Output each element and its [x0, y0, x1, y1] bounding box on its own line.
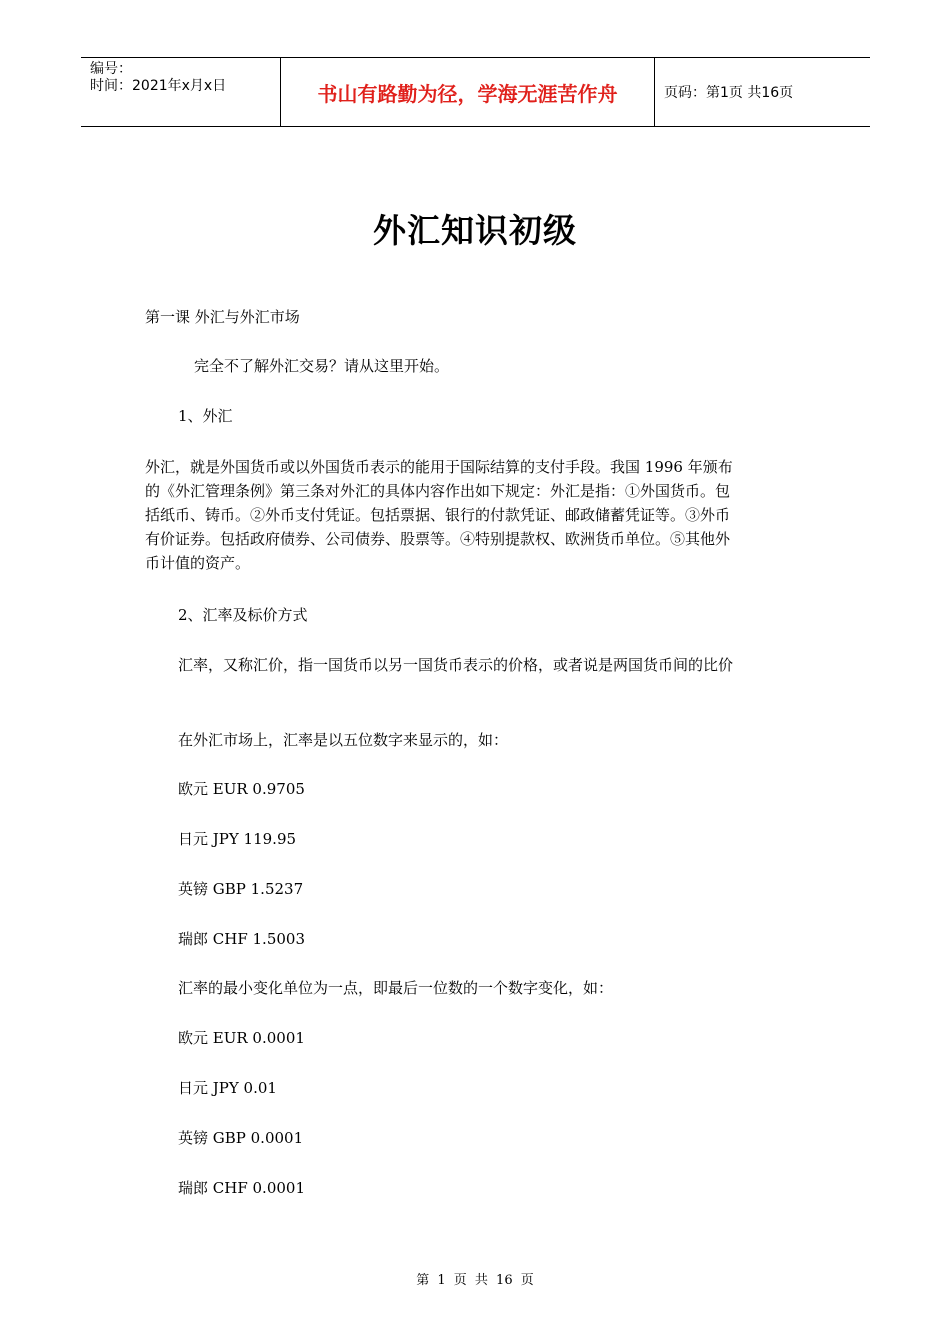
rate-definition: 汇率，又称汇价，指一国货币以另一国货币表示的价格，或者说是两国货币间的比价 [178, 656, 734, 674]
min-change-note: 汇率的最小变化单位为一点，即最后一位数的一个数字变化，如： [178, 979, 614, 997]
min-change-item: 英镑 GBP 0.0001 [178, 1129, 304, 1147]
intro-text: 完全不了解外汇交易？请从这里开始。 [194, 357, 450, 375]
header-left-cell [81, 58, 281, 126]
paragraph-line: 的《外汇管理条例》第三条对外汇的具体内容作出如下规定：外汇是指：①外国货币。包 [145, 482, 731, 500]
section2-heading: 2、汇率及标价方式 [178, 606, 308, 624]
rate-item: 日元 JPY 119.95 [178, 830, 297, 848]
min-change-item: 日元 JPY 0.01 [178, 1079, 277, 1097]
paragraph-line: 币计值的资产。 [145, 554, 251, 572]
number-label: 编号： [90, 61, 132, 77]
section1-heading: 1、外汇 [178, 407, 233, 425]
document-title: 外汇知识初级 [373, 211, 577, 250]
min-change-item: 欧元 EUR 0.0001 [178, 1029, 305, 1047]
page-footer: 第 1 页 共 16 页 [416, 1273, 534, 1288]
section1-paragraph [145, 455, 815, 575]
time-label: 时间：2021年x月x日 [90, 78, 227, 94]
rate-item: 英镑 GBP 1.5237 [178, 880, 304, 898]
paragraph-line: 有价证券。包括政府债券、公司债券、股票等。④特别提款权、欧洲货币单位。⑤其他外 [145, 530, 731, 548]
paragraph-line: 括纸币、铸币。②外币支付凭证。包括票据、银行的付款凭证、邮政储蓄凭证等。③外币 [145, 506, 731, 524]
rate-item: 瑞郎 CHF 1.5003 [178, 930, 305, 948]
header-page-info: 页码：第1页 共16页 [664, 85, 794, 101]
display-note: 在外汇市场上，汇率是以五位数字来显示的，如： [178, 731, 509, 749]
header-motto: 书山有路勤为径，学海无涯苦作舟 [281, 58, 655, 126]
lesson-heading: 第一课 外汇与外汇市场 [145, 308, 300, 326]
rate-item: 欧元 EUR 0.9705 [178, 780, 305, 798]
header-table [81, 57, 870, 127]
paragraph-line: 外汇，就是外国货币或以外国货币表示的能用于国际结算的支付手段。我国 1996 年颁布 [145, 458, 733, 476]
min-change-item: 瑞郎 CHF 0.0001 [178, 1179, 305, 1197]
